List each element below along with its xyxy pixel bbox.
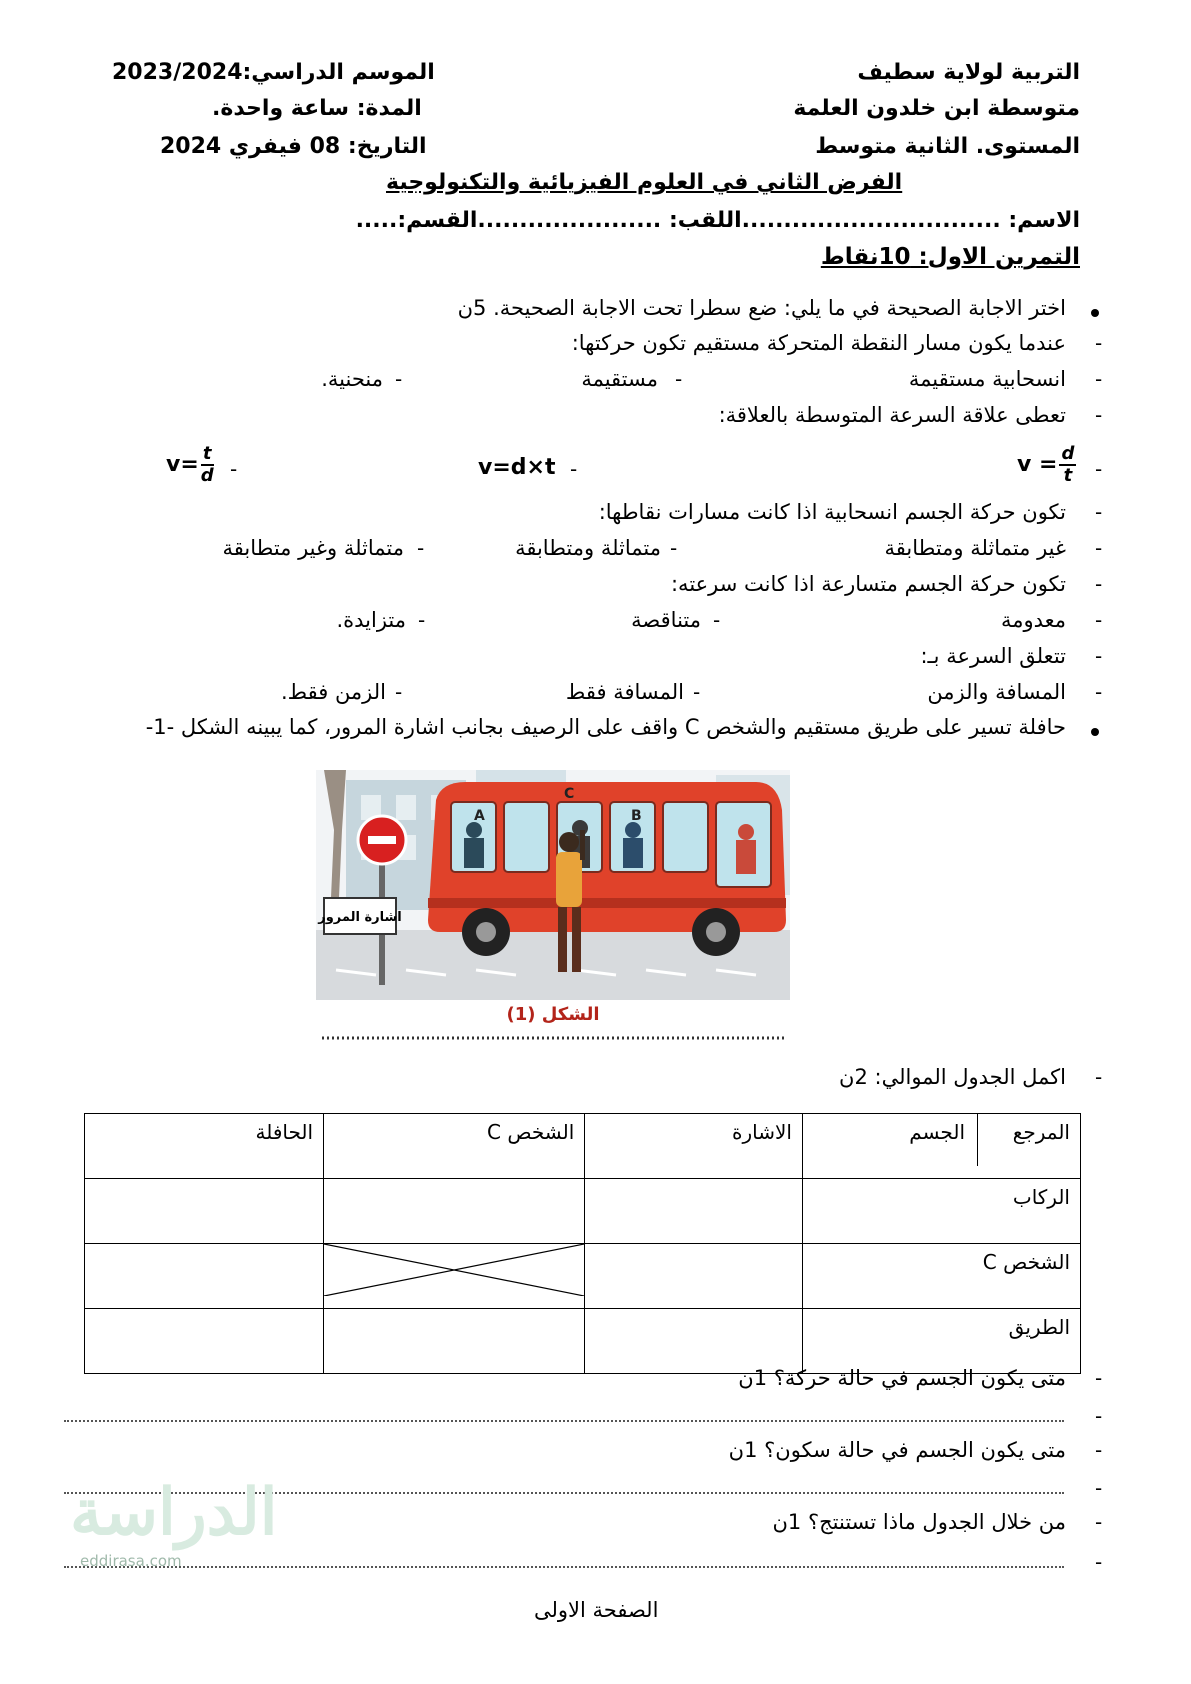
label-a: A (474, 808, 485, 824)
label-c: C (564, 786, 575, 802)
dash-icon: - (1095, 500, 1103, 524)
dash-icon: - (1095, 1476, 1103, 1500)
q1-option-c[interactable]: منحنية. (321, 367, 383, 391)
q4-option-b[interactable]: متناقصة (631, 608, 701, 632)
dash-icon: - (670, 536, 678, 560)
dash-icon: - (1095, 457, 1103, 481)
dash-icon: - (418, 608, 426, 632)
dash-icon: - (1095, 1550, 1103, 1574)
question-3: تكون حركة الجسم انسحابية اذا كانت مسارات نقاطها: (598, 500, 1066, 524)
cell-passengers-person-c[interactable] (324, 1179, 585, 1244)
q3-option-a[interactable]: غير متماثلة ومتطابقة (884, 536, 1066, 560)
answer-line-motion[interactable] (64, 1420, 1064, 1422)
dash-icon: - (1095, 572, 1103, 596)
cell-person-c-sign[interactable] (585, 1244, 803, 1309)
q2-option-b[interactable]: v=d×t (478, 455, 556, 480)
label-b: B (631, 808, 642, 824)
question-motion: متى يكون الجسم في حالة حركة؟ 1ن (738, 1366, 1066, 1390)
instruction: اختر الاجابة الصحيحة في ما يلي: ضع سطرا تحت الاجابة الصحيحة. 5ن (457, 296, 1066, 320)
dash-icon: - (1095, 680, 1103, 704)
student-info-line[interactable]: الاسم: ...............................اللقب: ......................القسم:..... (355, 208, 1080, 233)
dash-icon: - (417, 536, 425, 560)
header-sign: الاشارة (585, 1114, 803, 1179)
dash-icon: - (675, 367, 683, 391)
header-bus: الحافلة (85, 1114, 324, 1179)
dash-icon: - (713, 608, 721, 632)
dash-icon: - (1095, 608, 1103, 632)
dash-icon: - (693, 680, 701, 704)
header-school-name: متوسطة ابن خلدون العلمة (793, 96, 1080, 121)
dash-icon: - (1095, 331, 1103, 355)
dash-icon: - (1095, 1510, 1103, 1534)
question-rest: متى يكون الجسم في حالة سكون؟ 1ن (728, 1438, 1066, 1462)
exam-title: الفرض الثاني في العلوم الفيزيائية والتكنولوجية (386, 170, 903, 195)
bullet-icon (1091, 309, 1099, 317)
dash-icon: - (395, 680, 403, 704)
q3-option-b[interactable]: متماثلة ومتطابقة (515, 536, 661, 560)
page-footer: الصفحة الاولى (534, 1598, 659, 1622)
header-person-c: الشخص C (324, 1114, 585, 1179)
cell-road-person-c[interactable] (324, 1309, 585, 1374)
exercise-1-title: التمرين الاول: 10نقاط (820, 244, 1080, 270)
cell-road-bus[interactable] (85, 1309, 324, 1374)
q5-option-b[interactable]: المسافة فقط (565, 680, 684, 704)
question-2: تعطى علاقة السرعة المتوسطة بالعلاقة: (718, 403, 1066, 427)
table-instruction: اكمل الجدول الموالي: 2ن (839, 1065, 1066, 1089)
bus-illustration (316, 770, 790, 1050)
row-passengers: الركاب (802, 1179, 1080, 1244)
answer-line-conclude[interactable] (64, 1566, 1064, 1568)
dash-icon: - (570, 457, 578, 481)
q2-option-c[interactable]: v= $\frac{t}{d}$ (166, 443, 214, 486)
question-5: تتعلق السرعة بـ: (920, 644, 1066, 668)
cross-icon (324, 1244, 584, 1296)
watermark-logo: الدراسة (70, 1475, 278, 1550)
question-1: عندما يكون مسار النقطة المتحركة مستقيم تكون حركتها: (571, 331, 1066, 355)
question-conclude: من خلال الجدول ماذا تستنتج؟ 1ن (772, 1510, 1066, 1534)
cell-person-c-bus[interactable] (85, 1244, 324, 1309)
dash-icon: - (1095, 367, 1103, 391)
dash-icon: - (1095, 536, 1103, 560)
scenario-text: حافلة تسير على طريق مستقيم والشخص C واقف على الرصيف بجانب اشارة المرور، كما يبينه الشكل -1- (145, 715, 1066, 739)
q1-option-a[interactable]: انسحابية مستقيمة (908, 367, 1066, 391)
header-school-district: التربية لولاية سطيف (857, 60, 1080, 85)
table-corner (802, 1114, 1080, 1179)
header-level: المستوى. الثانية متوسط (815, 134, 1080, 159)
question-4: تكون حركة الجسم متسارعة اذا كانت سرعته: (670, 572, 1066, 596)
figure-caption: الشكل (1) (506, 1004, 600, 1025)
row-person-c: الشخص C (802, 1244, 1080, 1309)
q4-option-a[interactable]: معدومة (1000, 608, 1066, 632)
dash-icon: - (1095, 1438, 1103, 1462)
reference-table (84, 1113, 1081, 1374)
dash-icon: - (1095, 1404, 1103, 1428)
header-duration: المدة: ساعة واحدة. (212, 96, 422, 121)
dash-icon: - (1095, 644, 1103, 668)
q3-option-c[interactable]: متماثلة وغير متطابقة (222, 536, 404, 560)
dash-icon: - (1095, 1366, 1103, 1390)
dash-icon: - (230, 457, 238, 481)
header-date: التاريخ: 08 فيفري 2024 (160, 134, 427, 159)
corner-body-label: الجسم (909, 1120, 965, 1144)
bullet-icon (1091, 728, 1099, 736)
dash-icon: - (1095, 1065, 1103, 1089)
sign-label: اشارة المرور (318, 910, 402, 925)
dash-icon: - (395, 367, 403, 391)
cell-road-sign[interactable] (585, 1309, 803, 1374)
cell-crossed-out (324, 1244, 585, 1309)
q2-option-a[interactable]: v = $\frac{d}{t}$ (1017, 443, 1075, 486)
dash-icon: - (1095, 403, 1103, 427)
cell-passengers-sign[interactable] (585, 1179, 803, 1244)
corner-reference-label: المرجع (1012, 1120, 1070, 1144)
header-school-year: الموسم الدراسي:2023/2024 (112, 60, 435, 85)
q5-option-c[interactable]: الزمن فقط. (281, 680, 386, 704)
watermark-url: eddirasa.com (80, 1552, 182, 1570)
figure-1 (316, 770, 790, 1050)
cell-passengers-bus[interactable] (85, 1179, 324, 1244)
q4-option-c[interactable]: متزايدة. (336, 608, 406, 632)
q5-option-a[interactable]: المسافة والزمن (927, 680, 1066, 704)
row-road: الطريق (802, 1309, 1080, 1374)
q1-option-b[interactable]: مستقيمة (581, 367, 658, 391)
